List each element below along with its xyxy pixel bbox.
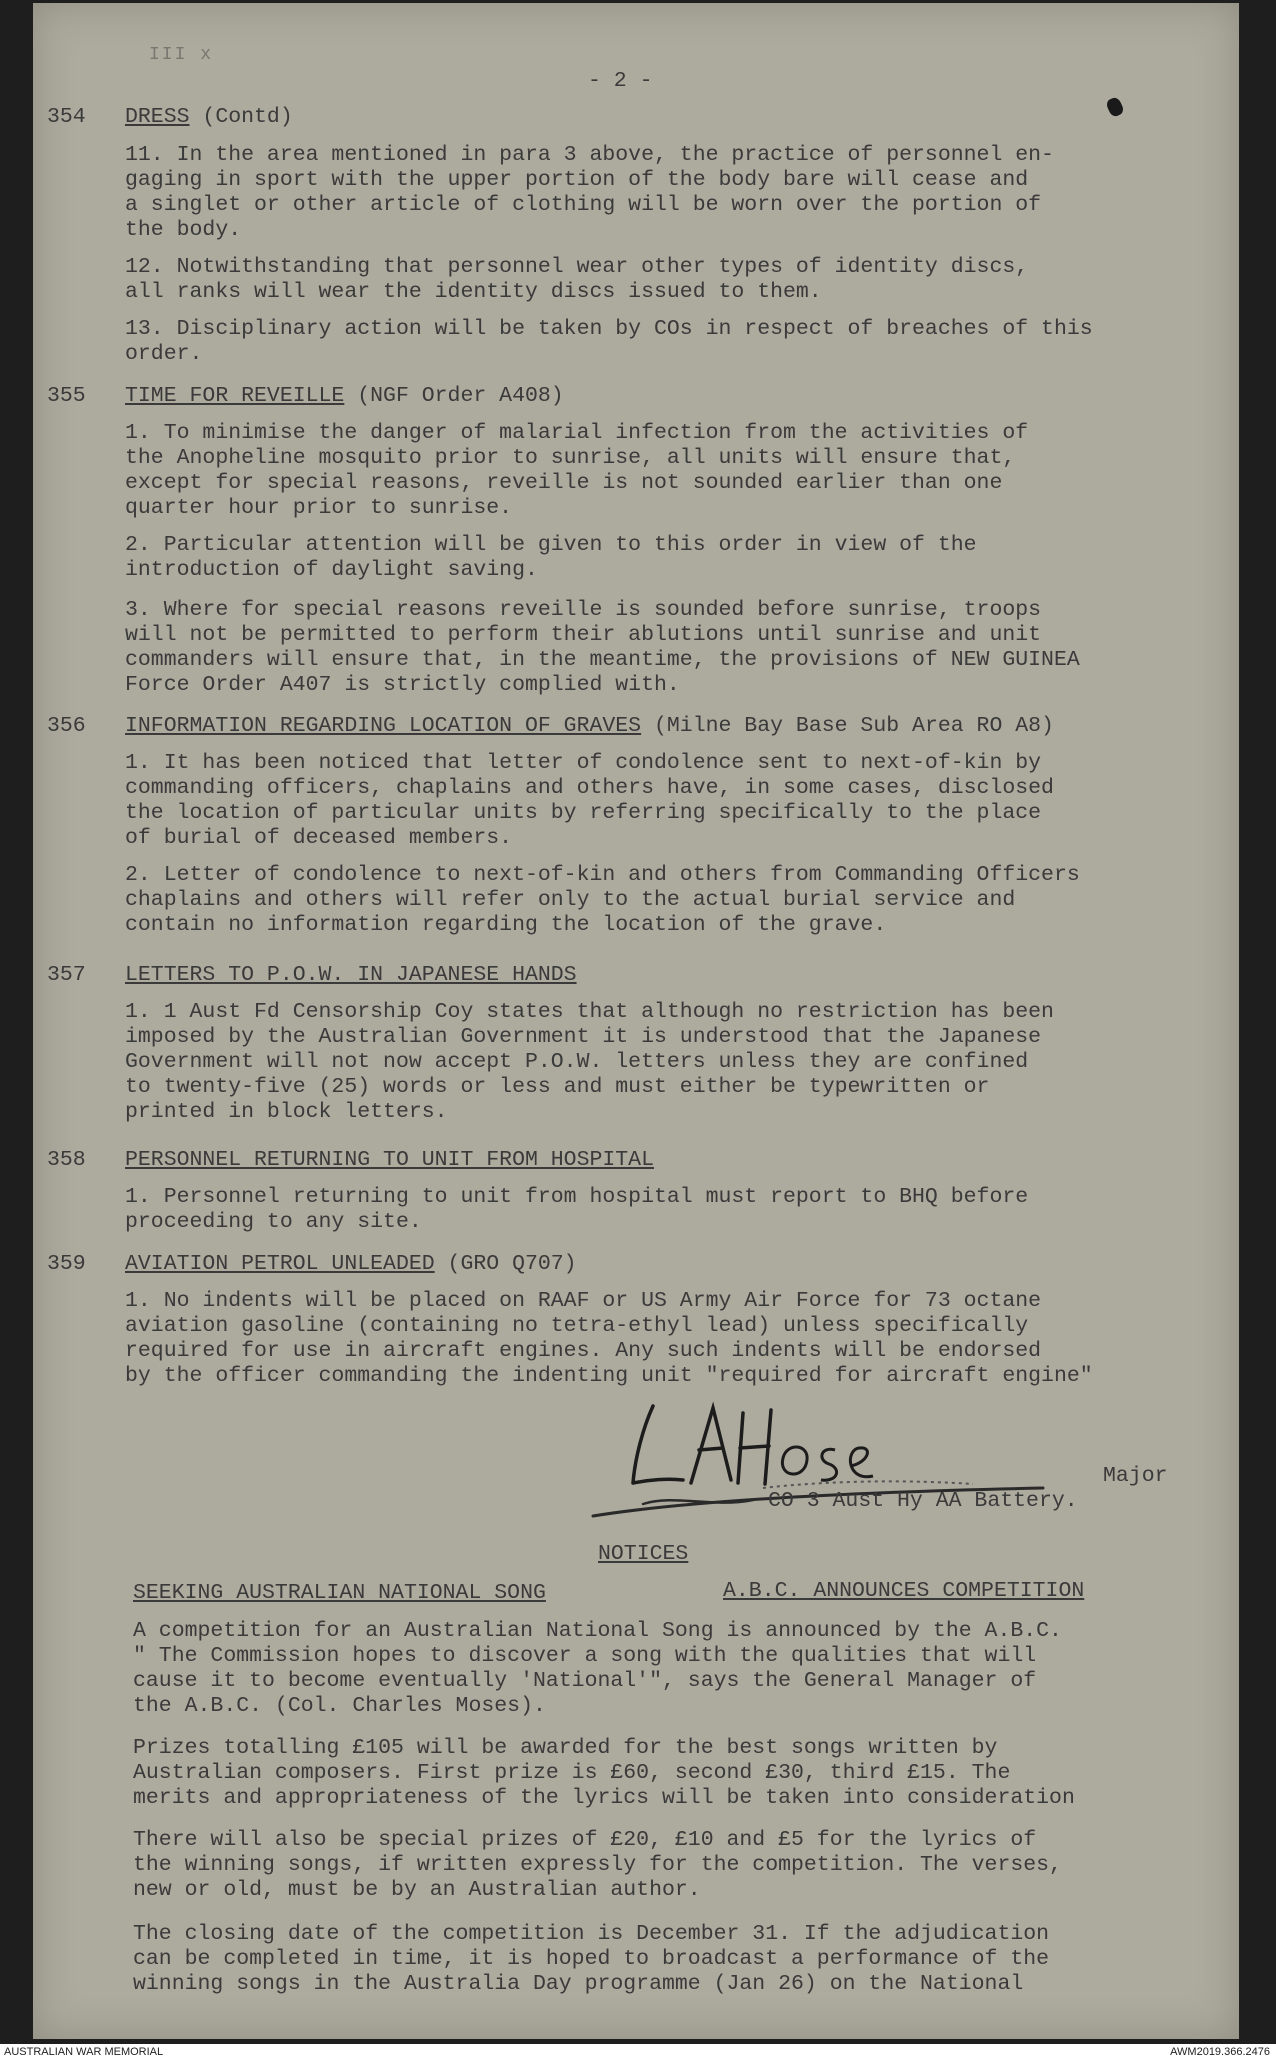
paragraph-line: to twenty-five (25) words or less and must either be typewritten or [125,1075,990,1099]
paragraph-line: commanding officers, chaplains and others have, in some cases, disclosed [125,776,1054,800]
paragraph-line: of burial of deceased members. [125,826,513,850]
paragraph-line: 11. In the area mentioned in para 3 above, the practice of personnel en- [125,143,1054,167]
paragraph-line: 1. To minimise the danger of malarial infection from the activities of [125,421,1029,445]
section-title: AVIATION PETROL UNLEADED (GRO Q707) [125,1252,577,1276]
paragraph-line: will not be permitted to perform their ablutions until sunrise and unit [125,623,1042,647]
paragraph-line: 2. Particular attention will be given to this order in view of the [125,533,977,557]
section-title: TIME FOR REVEILLE (NGF Order A408) [125,384,564,408]
paragraph-line: 1. It has been noticed that letter of condolence sent to next-of-kin by [125,751,1042,775]
notice-line: A competition for an Australian National Song is announced by the A.B.C. [133,1619,1062,1643]
notice-line: Australian composers. First prize is £60, second £30, third £15. The [133,1761,1011,1785]
document-page [33,3,1239,2039]
paragraph-line: required for use in aircraft engines. Any such indents will be endorsed [125,1339,1042,1363]
notice-line: There will also be special prizes of £20, £10 and £5 for the lyrics of [133,1828,1037,1852]
notice-title-right: A.B.C. ANNOUNCES COMPETITION [723,1579,1085,1603]
paragraph-line: the body. [125,218,242,242]
notice-line: the winning songs, if written expressly for the competition. The verses, [133,1853,1062,1877]
document-body [33,3,1239,2039]
paragraph-line: 1. Personnel returning to unit from hospital must report to BHQ before [125,1185,1029,1209]
section-number: 358 [47,1148,86,1172]
paragraph-line: quarter hour prior to sunrise. [125,496,513,520]
section-number: 359 [47,1252,86,1276]
notice-line: " The Commission hopes to discover a song with the qualities that will [133,1644,1037,1668]
paragraph-line: printed in block letters. [125,1100,448,1124]
section-number: 354 [47,105,86,129]
paragraph-line: contain no information regarding the location of the grave. [125,913,887,937]
paragraph-line: commanders will ensure that, in the meantime, the provisions of NEW GUINEA [125,648,1080,672]
signatory-unit: CO 3 Aust Hy AA Battery. [768,1489,1078,1513]
signatory-rank: Major [1103,1464,1168,1488]
paragraph-line: chaplains and others will refer only to the actual burial service and [125,888,1016,912]
notice-title-left: SEEKING AUSTRALIAN NATIONAL SONG [133,1581,546,1605]
notice-line: can be completed in time, it is hoped to broadcast a performance of the [133,1947,1050,1971]
notice-line: new or old, must be by an Australian author. [133,1878,701,1902]
section-number: 356 [47,714,86,738]
header-mark: III x [149,45,214,65]
paragraph-line: Force Order A407 is strictly complied with. [125,673,680,697]
section-title: PERSONNEL RETURNING TO UNIT FROM HOSPITAL [125,1148,654,1172]
notice-line: The closing date of the competition is December 31. If the adjudication [133,1922,1050,1946]
notice-line: Prizes totalling £105 will be awarded for the best songs written by [133,1736,998,1760]
paragraph-line: Government will not now accept P.O.W. letters unless they are confined [125,1050,1029,1074]
paragraph-line: a singlet or other article of clothing will be worn over the portion of [125,193,1042,217]
notice-line: cause it to become eventually 'National'", says the General Manager of [133,1669,1037,1693]
ink-blot [1105,96,1125,118]
section-title: DRESS (Contd) [125,105,293,129]
paragraph-line: the Anopheline mosquito prior to sunrise, all units will ensure that, [125,446,1016,470]
notice-line: merits and appropriateness of the lyrics will be taken into consideration [133,1786,1075,1810]
section-number: 355 [47,384,86,408]
footer-accession-number: AWM2019.366.2476 [1170,2046,1270,2058]
paragraph-line: 12. Notwithstanding that personnel wear other types of identity discs, [125,255,1029,279]
paragraph-line: proceeding to any site. [125,1210,422,1234]
paragraph-line: gaging in sport with the upper portion of the body bare will cease and [125,168,1029,192]
paragraph-line: introduction of daylight saving. [125,558,538,582]
paragraph-line: the location of particular units by referring specifically to the place [125,801,1042,825]
notice-line: the A.B.C. (Col. Charles Moses). [133,1694,546,1718]
paragraph-line: except for special reasons, reveille is not sounded earlier than one [125,471,1003,495]
paragraph-line: order. [125,342,203,366]
paragraph-line: all ranks will wear the identity discs issued to them. [125,280,822,304]
paragraph-line: 1. 1 Aust Fd Censorship Coy states that although no restriction has been [125,1000,1054,1024]
paragraph-line: 2. Letter of condolence to next-of-kin and others from Commanding Officers [125,863,1080,887]
paragraph-line: by the officer commanding the indenting unit "required for aircraft engine" [125,1364,1093,1388]
notices-heading: NOTICES [598,1542,689,1566]
paragraph-line: 13. Disciplinary action will be taken by COs in respect of breaches of this [125,317,1093,341]
paragraph-line: imposed by the Australian Government it is understood that the Japanese [125,1025,1042,1049]
footer-credit: AUSTRALIAN WAR MEMORIAL [4,2046,164,2058]
notice-line: winning songs in the Australia Day programme (Jan 26) on the National [133,1972,1024,1996]
paragraph-line: aviation gasoline (containing no tetra-ethyl lead) unless specifically [125,1314,1029,1338]
paragraph-line: 1. No indents will be placed on RAAF or US Army Air Force for 73 octane [125,1289,1042,1313]
section-number: 357 [47,963,86,987]
section-title: INFORMATION REGARDING LOCATION OF GRAVES (Milne Bay Base Sub Area RO A8) [125,714,1054,738]
paragraph-line: 3. Where for special reasons reveille is sounded before sunrise, troops [125,598,1042,622]
page-number: - 2 - [588,69,653,93]
section-title: LETTERS TO P.O.W. IN JAPANESE HANDS [125,963,577,987]
